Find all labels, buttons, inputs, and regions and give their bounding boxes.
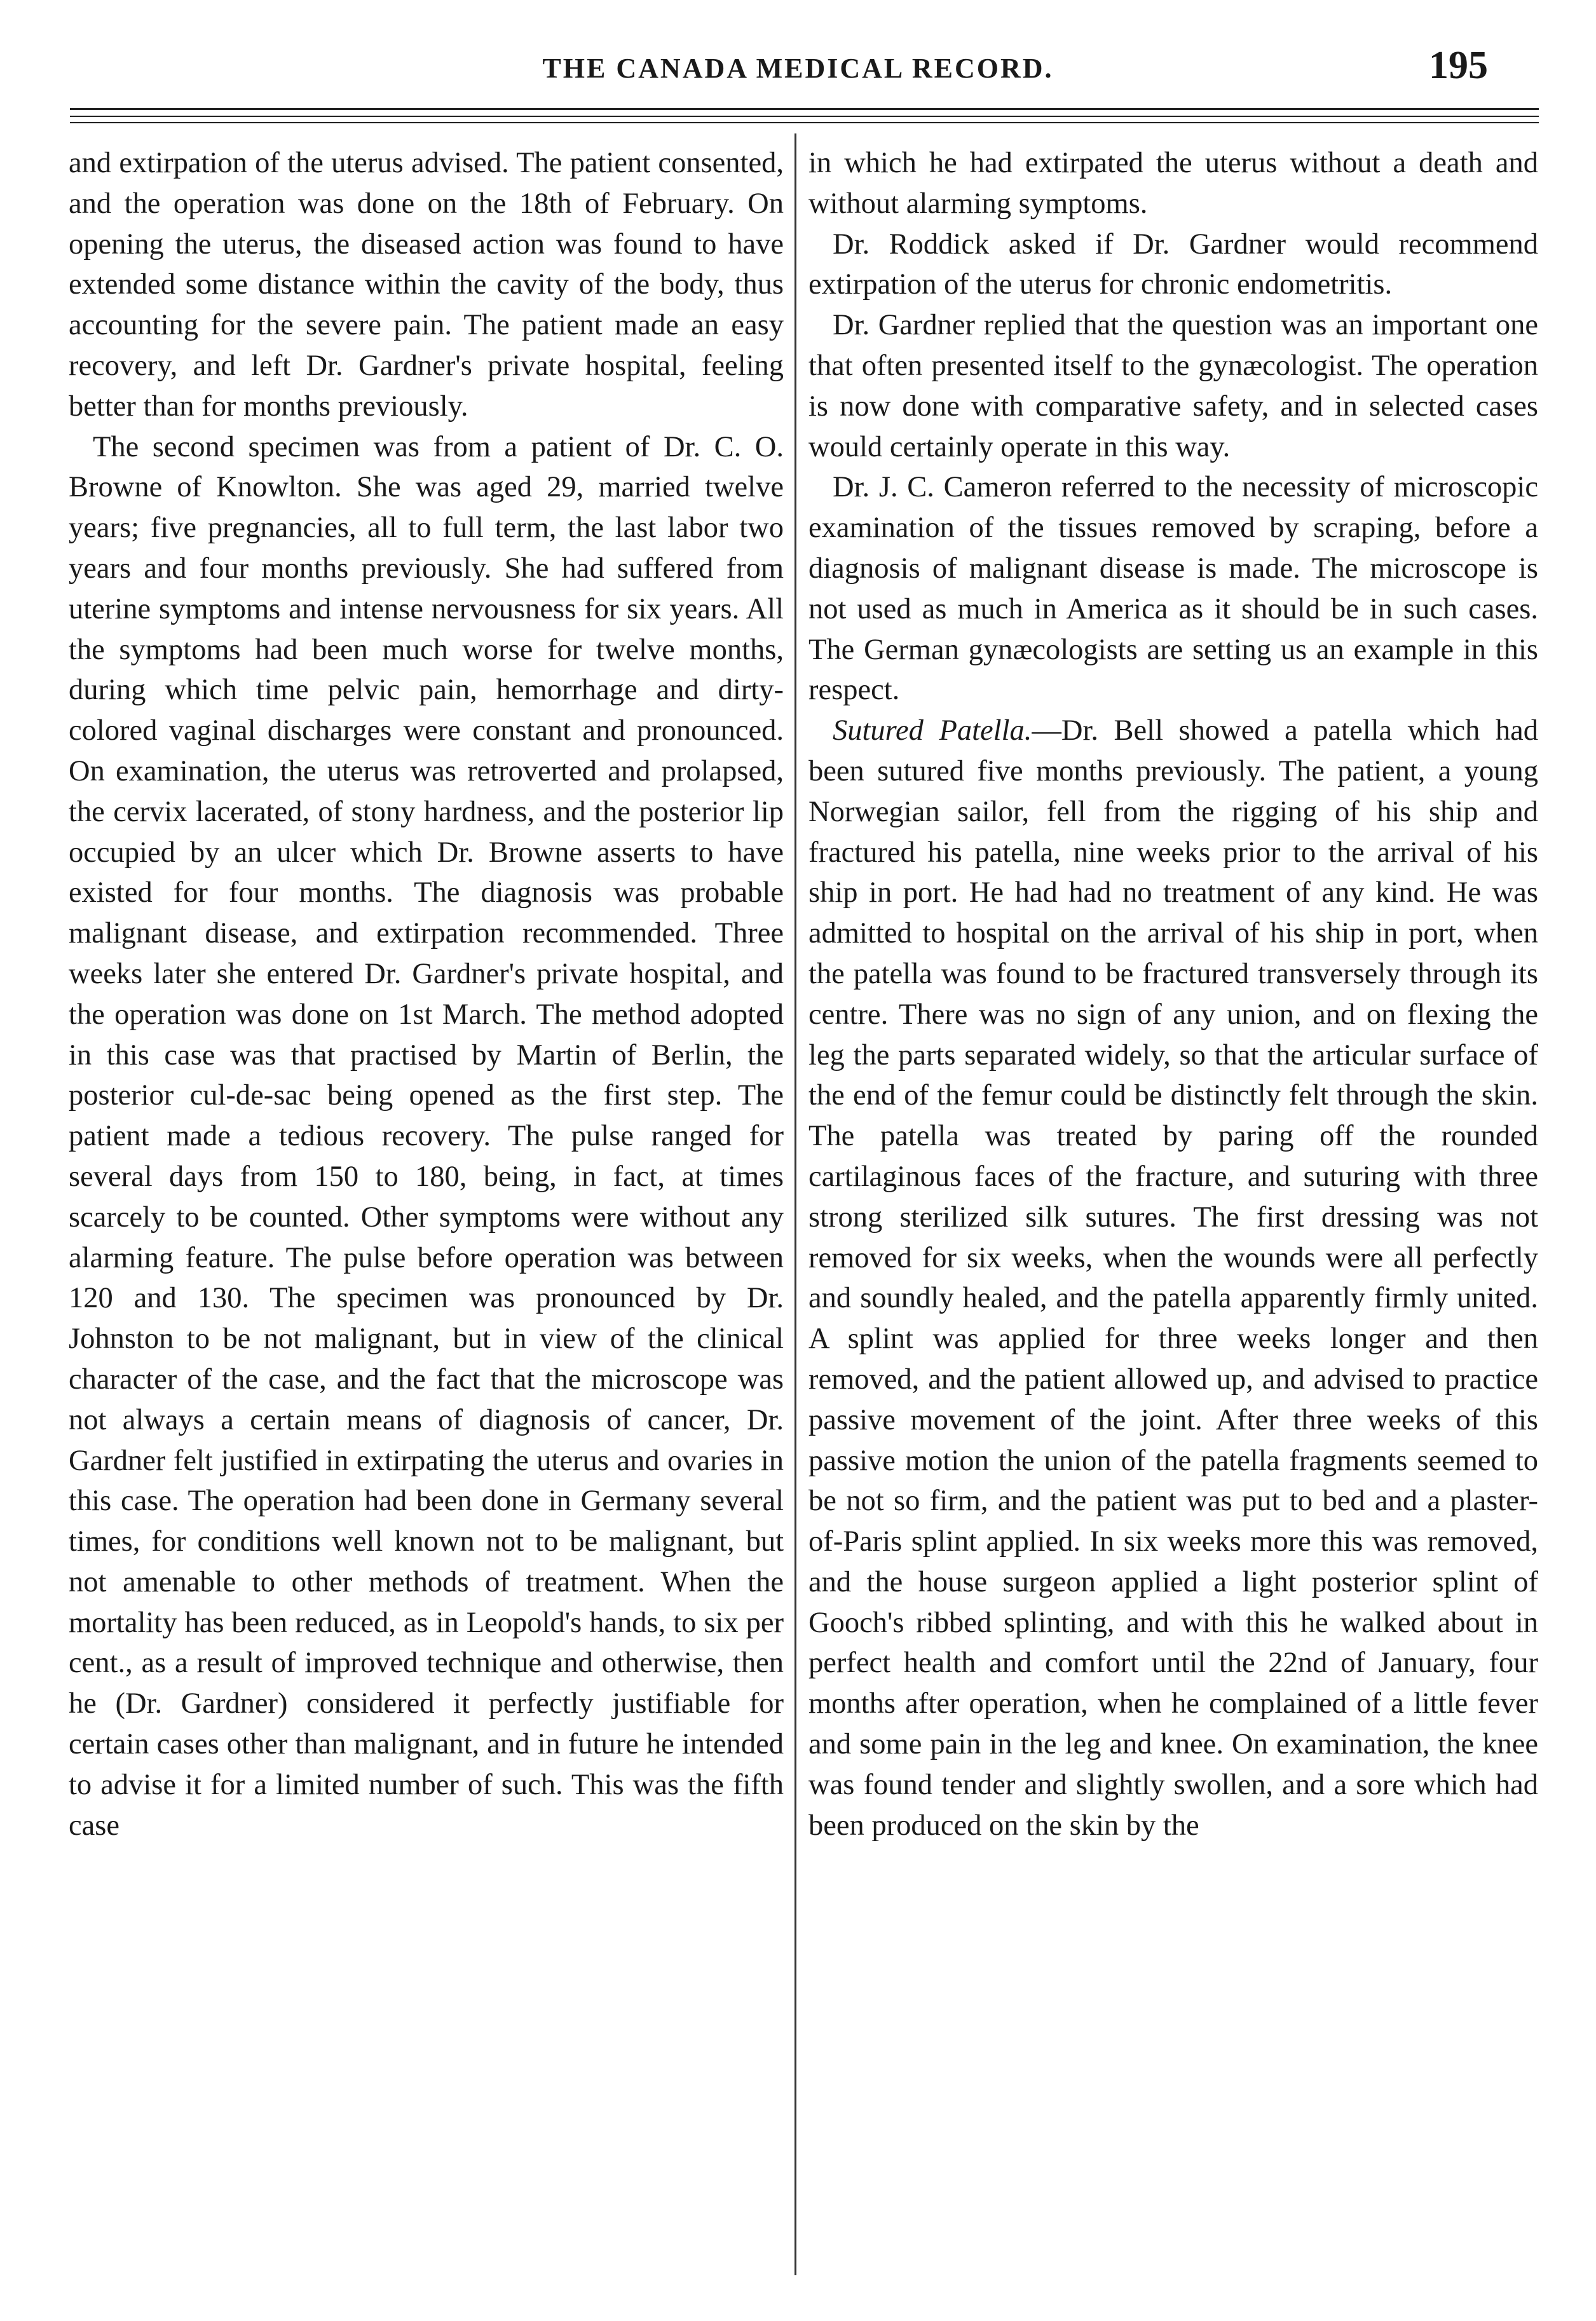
paragraph: The second specimen was from a patient of Dr. C. O. Browne of Knowlton. She was aged 29, married twelve years; five pregnancies, all to full term, the last labor two years and four months previously. She had suffered from uterine symptoms and intense nervousness for six years. All the symptoms had been much worse for twelve months, during which time pelvic pain, hemorrhage and dirty-colored vaginal discharges were constant and pronounced. On examination, the uterus was retroverted and prolapsed, the cervix lacerated, of stony hardness, and the posterior lip occupied by an ulcer which Dr. Browne asserts to have existed for four months. The diagnosis was probable malignant disease, and extirpation recommended. Three weeks later she entered Dr. Gardner's private hospital, and the operation was done on 1st March. The method adopted in this case was that practised by Martin of Berlin, the posterior cul-de-sac being opened as the first step. The patient made a tedious recovery. The pulse ranged for several days from 150 to 180, being, in fact, at times scarcely to be counted. Other symptoms were without any alarming feature. The pulse before operation was between 120 and 130. The specimen was pronounced by Dr. Johnston to be not malignant, but in view of the clinical character of the case, and the fact that the microscope was not always a certain means of diagnosis of cancer, Dr. Gardner felt justified in extirpating the uterus and ovaries in this case. The operation had been done in Germany several times, for conditions well known not to be malignant, but not amenable to other methods of treatment. When the mortality has been reduced, as in Leopold's hands, to six per cent., as a result of improved technique and otherwise, then he (Dr. Gardner) considered it perfectly justifiable for certain cases other than malignant, and in future he intended to advise it for a limited number of such. This was the fifth case — [69, 430, 784, 1842]
paragraph: Dr. Roddick asked if Dr. Gardner would recommend extirpation of the uterus for chronic endometritis. — [808, 228, 1538, 301]
header-rule — [70, 108, 1539, 110]
paragraph: and extirpation of the uterus advised. The patient consented, and the operation was done on the 18th of February. On opening the uterus, the diseased action was found to have extended some distance within the cavity of the body, thus accounting for the severe pain. The patient made an easy recovery, and left Dr. Gardner's private hospital, feeling better than for months previously. — [69, 147, 784, 423]
right-column — [808, 143, 1538, 1846]
paragraph: Dr. Gardner replied that the question was an important one that often presented itself to the gynæcologist. The operation is now done with comparative safety, and in selected cases would certainly operate in this way. — [808, 309, 1538, 463]
paragraph: Dr. J. C. Cameron referred to the necessity of microscopic examination of the tissues removed by scraping, before a diagnosis of malignant disease is made. The microscope is not used as much in America as it should be in such cases. The German gynæcologists are setting us an example in this respect. — [808, 471, 1538, 707]
paragraph — [808, 711, 1538, 1846]
left-column — [69, 143, 784, 1846]
paragraph-body: —Dr. Bell showed a patella which had been sutured five months previously. The patient, a young Norwegian sailor, fell from the rigging of his ship and fractured his patella, nine weeks prior to the arrival of his ship in port. He had had no treatment of any kind. He was admitted to hospital on the arrival of his ship in port, when the patella was found to be fractured transversely through its centre. There was no sign of any union, and on flexing the leg the parts separated widely, so that the articular surface of the end of the femur could be distinctly felt through the skin. The patella was treated by paring off the rounded cartilaginous faces of the fracture, and suturing with three strong sterilized silk sutures. The first dressing was not removed for six weeks, when the wounds were all perfectly and soundly healed, and the patella apparently firmly united. A splint was applied for three weeks longer and then removed, and the patient allowed up, and advised to practice passive movement of the joint. After three weeks of this passive motion the union of the patella fragments seemed to be not so firm, and the patient was put to bed and a plaster-of-Paris splint applied. In six weeks more this was removed, and the house surgeon applied a light posterior splint of Gooch's ribbed splinting, and with this he walked about in perfect health and comfort until the 22nd of January, four months after operation, when he complained of a little fever and some pain in the leg and knee. On examination, the knee was found tender and slightly swollen, and a sore which had been produced on the skin by the — [808, 714, 1538, 1842]
running-head — [70, 43, 1526, 94]
column-divider — [795, 133, 796, 2275]
page-number: 195 — [1429, 44, 1488, 87]
journal-title: THE CANADA MEDICAL RECORD. — [542, 53, 1054, 84]
header-rule — [70, 122, 1539, 123]
section-heading: Sutured Patella. — [833, 714, 1032, 747]
header-rule — [70, 116, 1539, 117]
paragraph: in which he had extirpated the uterus without a death and without alarming symptoms. — [808, 147, 1538, 220]
